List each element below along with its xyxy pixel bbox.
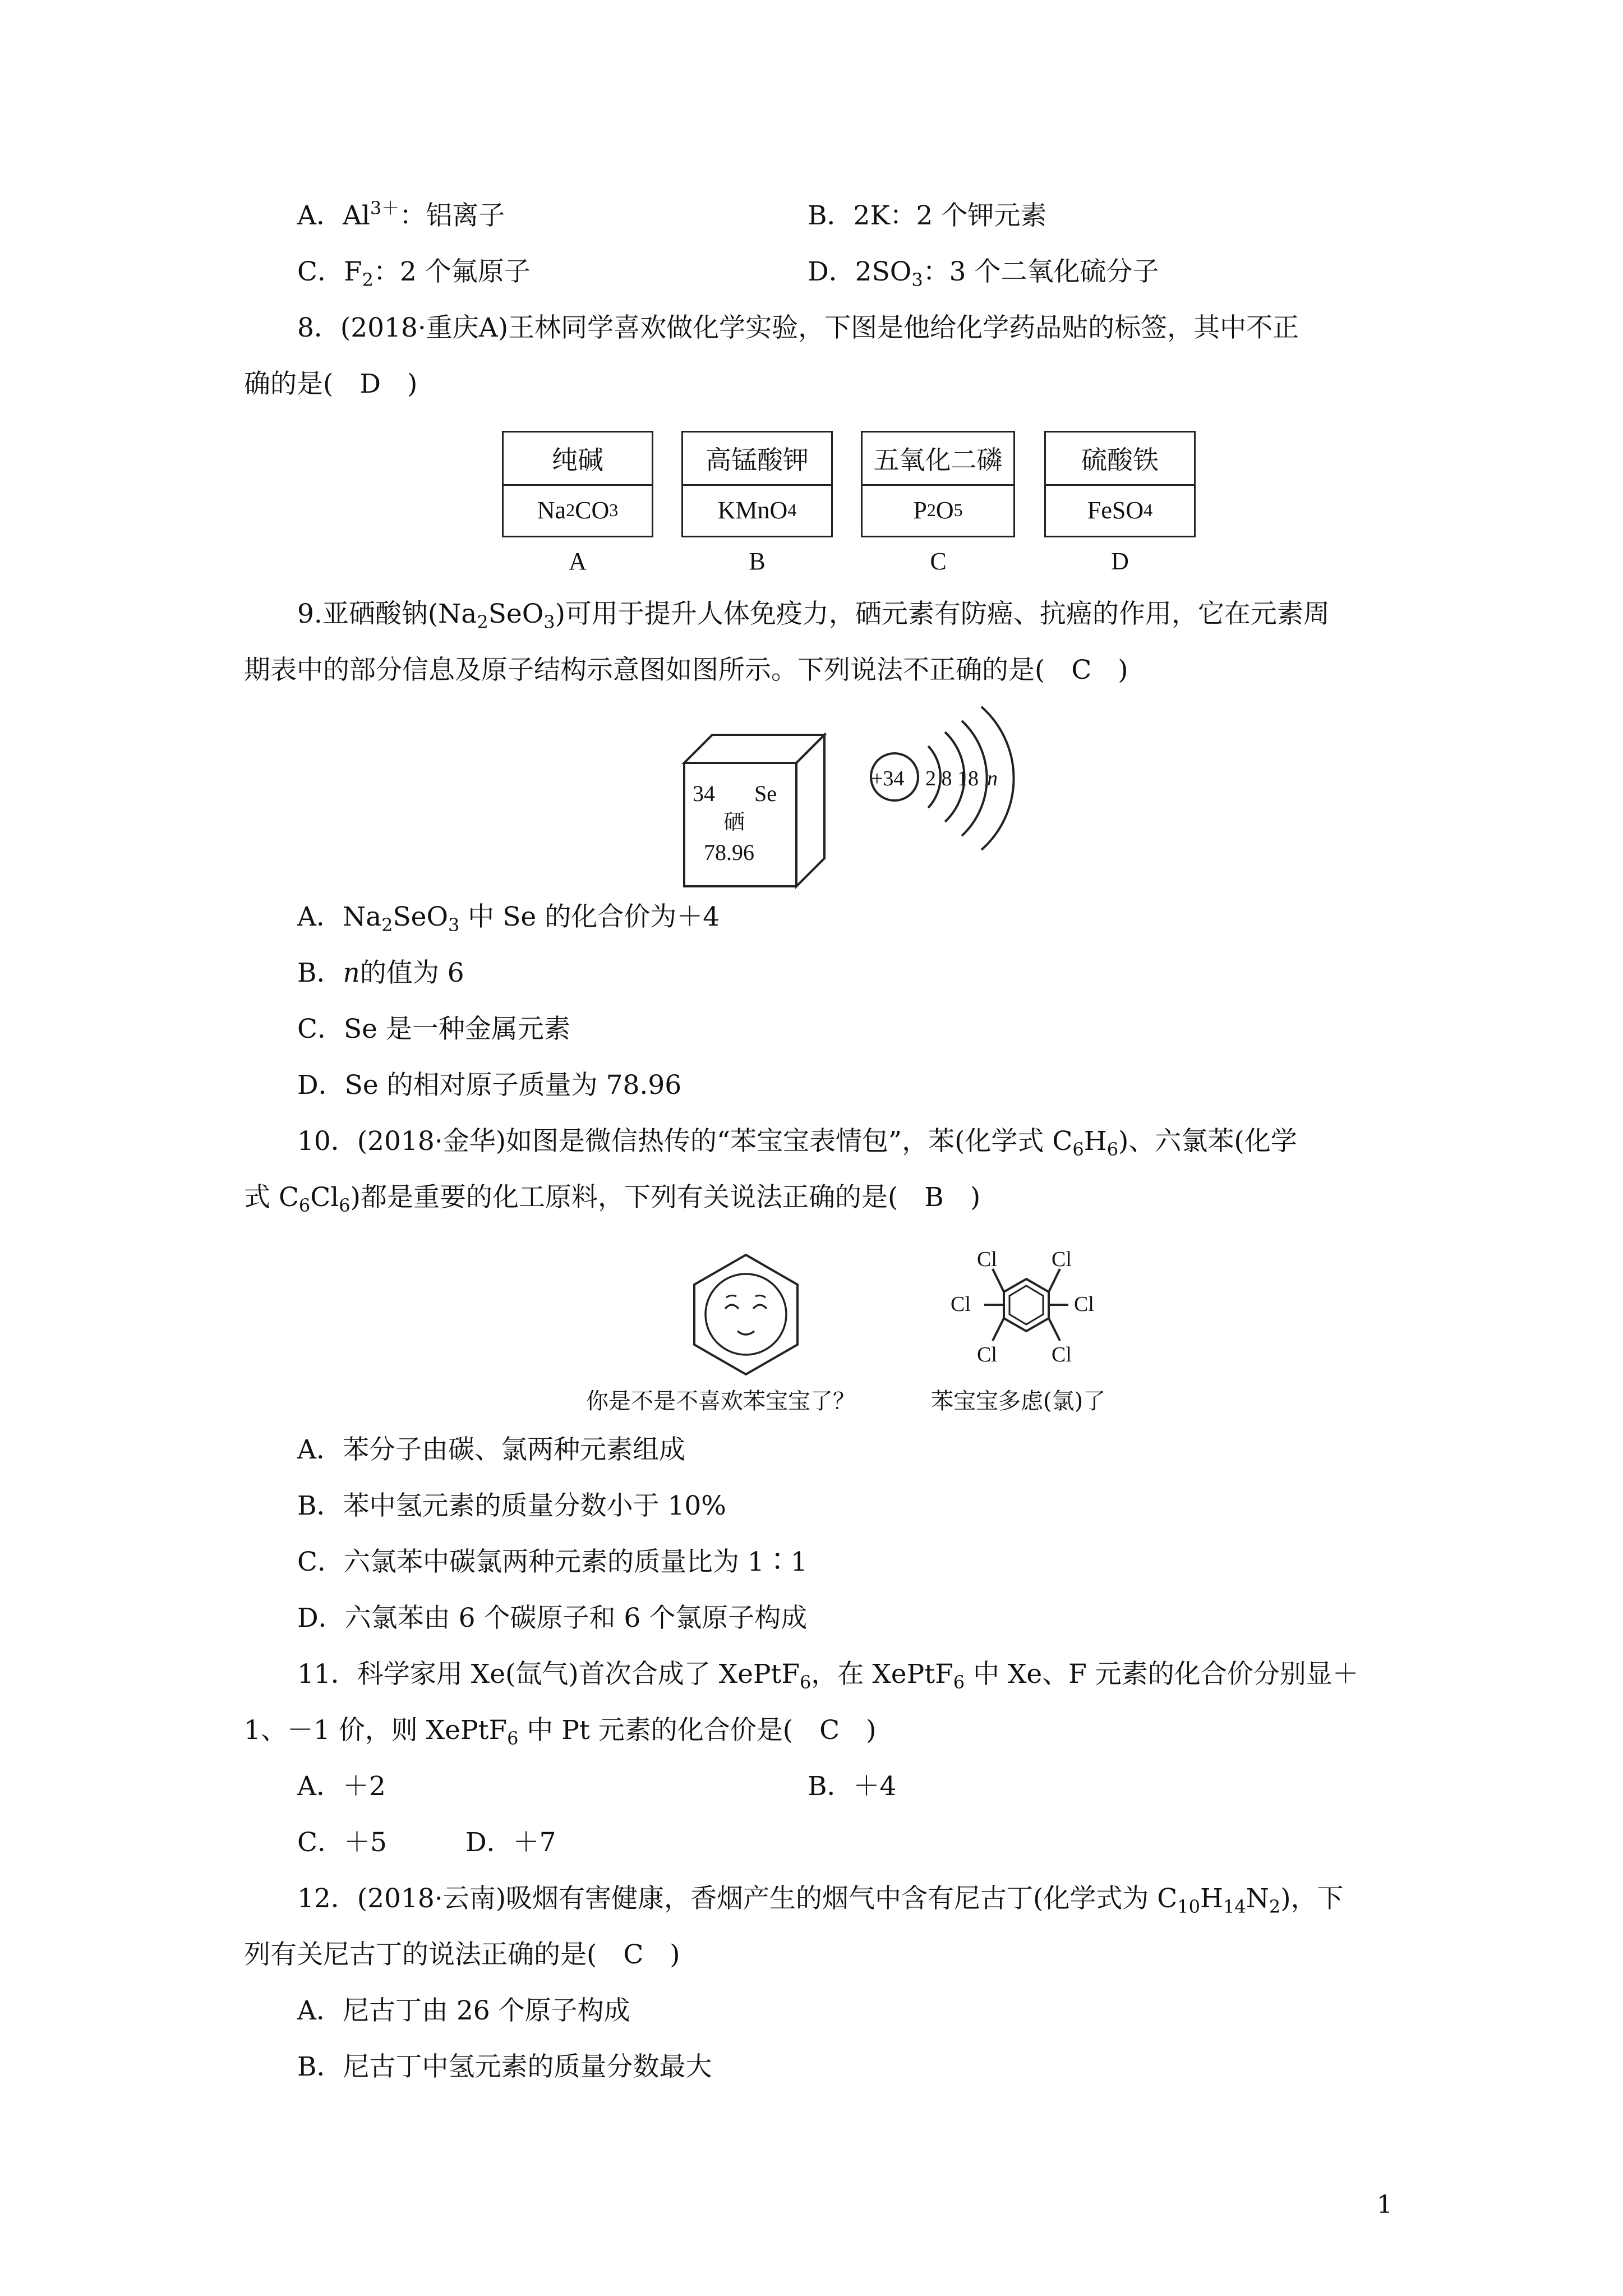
label-b-name: 高锰酸钾 [683,432,831,486]
q9-stem-line2: 期表中的部分信息及原子结构示意图如图所示。下列说法不正确的是( C ) [244,655,1128,685]
label-c [861,431,1015,537]
q11-stem-line1: 11．科学家用 Xe(氙气)首次合成了 XePtF$_6$，在 XePtF$_6$ 中 Xe、F 元素的化合价分别显＋ [297,1659,1359,1693]
label-b [681,431,833,537]
cl-right: Cl [1074,1292,1094,1316]
q12-stem-line2: 列有关尼古丁的说法正确的是( C ) [244,1939,680,1970]
hexachlorobenzene-caption: 苯宝宝多虑(氯)了 [931,1388,1106,1414]
atom-shell-electrons: 2 8 18 [925,767,979,790]
benzene-caption: 你是不是不喜欢苯宝宝了？ [586,1388,855,1414]
label-a-letter: A [569,547,587,575]
atom-shell-n: n [987,767,998,790]
q7-option-d: D．$2SO_3$：3 个二氧化硫分子 [808,256,1159,291]
q11-option-c: C．＋5 [297,1827,387,1858]
benzene-face-icon [681,1248,810,1383]
cl-left: Cl [951,1292,971,1316]
q11-option-b: B．＋4 [808,1771,897,1802]
q10-stem-line2: 式 $C_6Cl_6$)都是重要的化工原料，下列有关说法正确的是( B ) [244,1182,981,1216]
label-b-formula: KMnO 4 [717,496,797,524]
q10-option-b: B．苯中氢元素的质量分数小于 10% [297,1490,726,1521]
label-a [502,431,653,537]
q8-stem-line1: 8．(2018·重庆A)王林同学喜欢做化学实验，下图是他给化学药品贴的标签，其中不正 [297,312,1299,343]
cube-element-name: 硒 [723,809,745,834]
cl-bottom-right: Cl [1052,1343,1072,1366]
cube-atomic-number: 34 [693,781,715,806]
label-d [1044,431,1196,537]
label-c-letter: C [930,547,947,575]
q11-option-d: D．＋7 [465,1827,556,1858]
q9-option-d: D．Se 的相对原子质量为 78.96 [297,1070,682,1101]
label-c-name: 五氧化二磷 [863,432,1013,486]
q11-option-a: A．＋2 [297,1771,386,1802]
cl-top-left: Cl [977,1248,997,1271]
q9-option-b: B．n的值为 6 [297,958,464,988]
label-b-letter: B [749,547,766,575]
q10-stem-line1: 10．(2018·金华)如图是微信热传的“苯宝宝表情包”，苯(化学式 $C_6H_6$)、六氯苯(化学 [297,1126,1297,1160]
selenium-element-cube [679,729,830,892]
q9-option-c: C．Se 是一种金属元素 [297,1014,570,1045]
q10-option-c: C．六氯苯中碳氯两种元素的质量比为 1∶1 [297,1547,808,1577]
label-d-formula: FeSO 4 [1087,496,1153,524]
cl-top-right: Cl [1052,1248,1072,1271]
q10-option-d: D．六氯苯由 6 个碳原子和 6 个氯原子构成 [297,1603,808,1634]
cube-atomic-mass: 78.96 [704,840,754,865]
q8-stem-line2: 确的是( D ) [244,369,418,399]
cube-symbol: Se [754,781,777,806]
q9-stem-line1: 9.亚硒酸钠$(Na_2SeO_3)$可用于提升人体免疫力，硒元素有防癌、抗癌的作用，它在元素周 [297,599,1330,633]
label-c-formula: P 2 O 5 [913,496,963,524]
q10-option-a: A．苯分子由碳、氯两种元素组成 [297,1434,685,1465]
q7-option-b: B．2K：2 个钾元素 [808,200,1047,231]
q12-option-b: B．尼古丁中氢元素的质量分数最大 [297,2051,712,2082]
atom-nucleus-charge: +34 [871,767,905,790]
q9-option-a: A．$Na_2SeO_3$ 中 Se 的化合价为＋4 [297,901,720,936]
label-d-name: 硫酸铁 [1046,432,1194,486]
q12-option-a: A．尼古丁由 26 个原子构成 [297,1995,630,2026]
page-number: 1 [1377,2191,1393,2219]
q7-option-c: C．$F_2$：2 个氟原子 [297,256,531,291]
q12-stem-line1: 12．(2018·云南)吸烟有害健康，香烟产生的烟气中含有尼古丁(化学式为 $C_{10}H_{14}N_2$)，下 [297,1883,1344,1917]
label-d-letter: D [1111,547,1129,575]
q11-stem-line2: 1、－1 价，则 XePtF$_6$ 中 Pt 元素的化合价是( C ) [244,1715,877,1749]
label-a-name: 纯碱 [504,432,652,486]
q7-option-a: A．$Al^{3+}$：铝离子 [297,197,505,231]
label-a-formula: Na 2 CO 3 [537,496,619,524]
cl-bottom-left: Cl [977,1343,997,1366]
